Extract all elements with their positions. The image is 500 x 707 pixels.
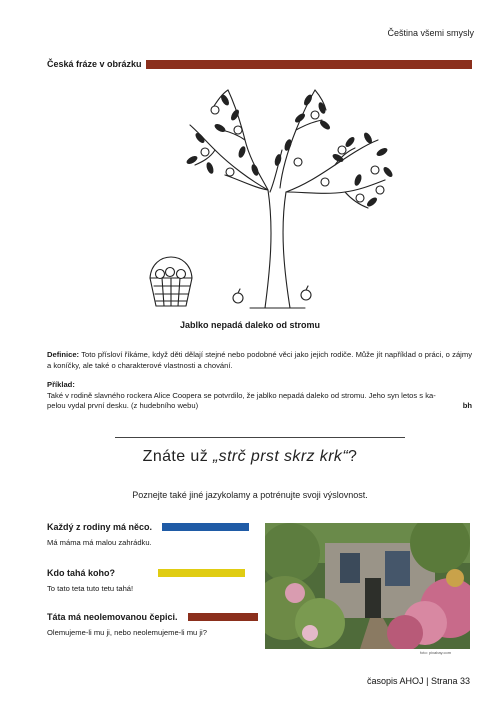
example-label: Příklad: <box>47 380 75 389</box>
author-signature: bh <box>462 401 472 410</box>
tongue-twister-headline <box>0 448 500 466</box>
headline-prefix: Znáte už <box>142 448 213 465</box>
page-footer <box>367 676 470 686</box>
magazine-section-label: Čeština všemi smysly <box>387 28 474 38</box>
footer-page-label: Strana <box>430 676 458 686</box>
footer-magazine-name: časopis AHOJ <box>367 676 424 686</box>
tongue-twister-item <box>47 568 262 593</box>
footer-separator: | <box>426 676 429 686</box>
photo-credit: foto: pixabay.com <box>420 650 452 655</box>
garden-house-photo-icon <box>265 523 470 649</box>
illustration-caption: Jablko nepadá daleko od stromu <box>179 320 321 330</box>
twister-text: Olemujeme-li mu ji, nebo neolemujeme-li mu ji? <box>47 628 207 637</box>
tongue-twister-item <box>47 612 262 637</box>
section-accent-bar <box>146 60 472 69</box>
apple-tree-drawing-icon <box>110 80 410 310</box>
section-heading <box>47 57 472 71</box>
example-line-1: Také v rodině slavného rockera Alice Coopera se potvrdilo, že jablko nepadá daleko od stromu. Jeho syn letos s ka- <box>47 390 436 400</box>
twister-title: Kdo tahá koho? <box>47 568 115 578</box>
tongue-twister-item <box>47 522 262 547</box>
section-title: Česká fráze v obrázku <box>47 59 142 69</box>
definition-text: Toto přísloví říkáme, když děti dělají stejné nebo podobné věci jako jejich rodiče. Může jít například o práci, o zájmy a koníčky, ale také o charakterové vlastnosti a chování. <box>47 350 472 370</box>
definition-label: Definice: <box>47 350 80 359</box>
twister-text: To tato teta tuto tetu tahá! <box>47 584 134 593</box>
headline-subtitle: Poznejte také jiné jazykolamy a potrénujte svoji výslovnost. <box>132 490 368 500</box>
twister-title: Každý z rodiny má něco. <box>47 522 153 532</box>
twister-text: Má máma má malou zahrádku. <box>47 538 152 547</box>
definition-paragraph <box>47 350 472 371</box>
example-line-2: pelou vydal první desku. (z hudebního webu) <box>47 401 199 410</box>
example-paragraph <box>47 380 472 412</box>
twister-title: Táta má neolemovanou čepici. <box>47 612 178 622</box>
twister-color-bar-red <box>188 613 258 621</box>
twister-color-bar-blue <box>162 523 249 531</box>
headline-suffix: ? <box>348 448 358 465</box>
twister-color-bar-yellow <box>158 569 245 577</box>
headline-phrase: „strč prst skrz krk“ <box>212 448 349 465</box>
section-divider <box>115 437 405 438</box>
page-number: 33 <box>459 676 470 686</box>
